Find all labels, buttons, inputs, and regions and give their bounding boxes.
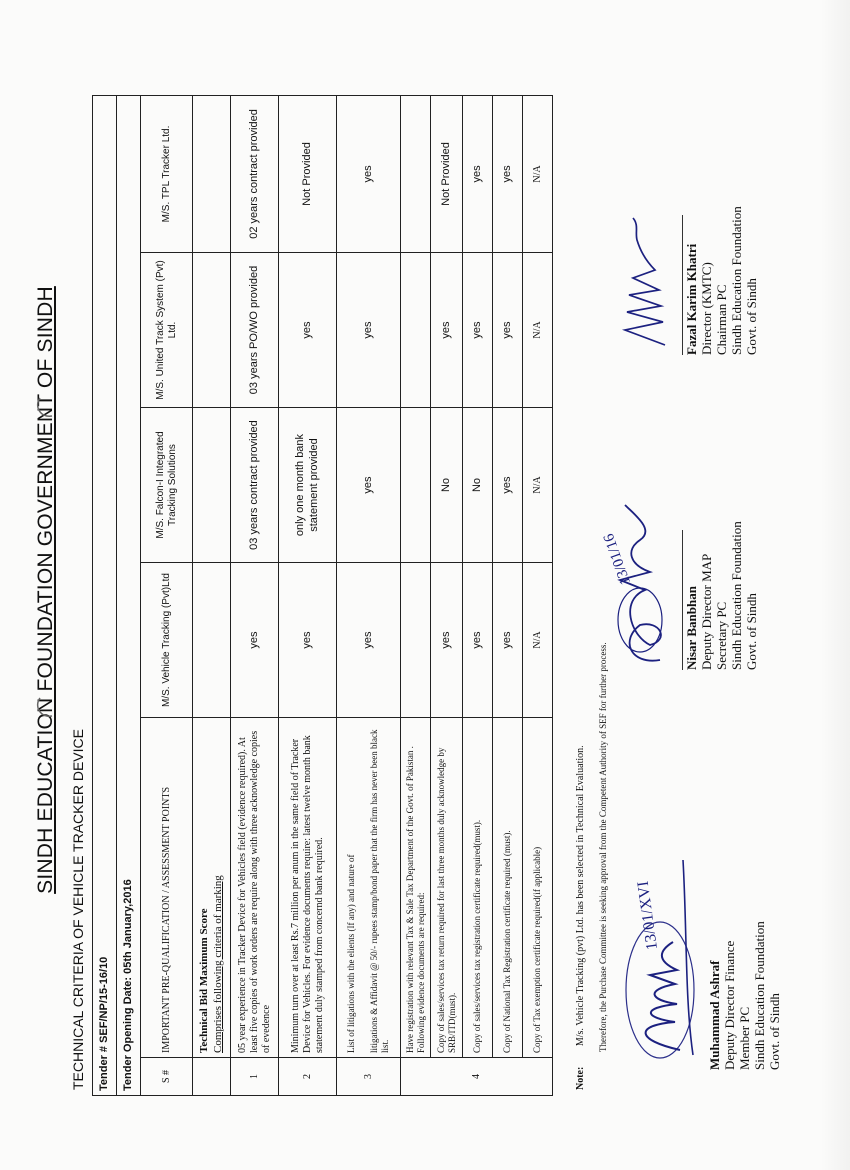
ashraf-signature <box>605 850 705 1070</box>
signature-rule <box>682 530 683 670</box>
punch-hole <box>32 694 58 720</box>
table-row <box>523 95 553 1095</box>
row-value: 02 years contract provided <box>231 95 279 252</box>
row-value: yes <box>279 253 337 408</box>
signatory-line: Deputy Director MAP <box>698 553 714 670</box>
row-value: N/A <box>523 253 553 408</box>
signatory-name: Nisar Banbhan <box>684 586 699 670</box>
row-criteria-part-a: List of litigations with the elients (If any) and nature of <box>346 854 357 1053</box>
row-value: yes <box>279 563 337 718</box>
row-criteria: Copy of sales/services tax registration certificate required(must). <box>463 718 493 1058</box>
row-value: yes <box>493 95 523 252</box>
row-value: N/A <box>523 563 553 718</box>
rotated-document <box>20 30 840 1150</box>
row-value: Not Provided <box>279 95 337 252</box>
row-value: yes <box>337 95 401 252</box>
table-row <box>463 95 493 1095</box>
signature-rule <box>682 215 683 355</box>
nisar-stamp-date: 13/01/16 <box>600 531 635 587</box>
row-criteria: Copy of sales/services tax return required for last three months duly acknowledge by SRB/ITD(must). <box>431 718 463 1058</box>
signatory-line: Chairman PC <box>713 284 729 355</box>
row-criteria: Copy of Tax exemption certificate required(if applicable) <box>523 718 553 1058</box>
fazal-signature <box>615 210 675 350</box>
tender-number-row <box>93 95 117 1095</box>
ashraf-underline <box>683 860 693 1055</box>
signatory-line: Member PC <box>736 1006 752 1070</box>
marking-cell <box>193 718 231 1058</box>
row-value: yes <box>463 253 493 408</box>
row-criteria: 05 year experience in Tracker Device for Vehicles field (evidence required). At least five copies of work orders are require along with three acknowledge copies of evedence <box>231 718 279 1058</box>
note-text: M/s. Vehicle Tracking (pvt) Ltd. has been selected in Technical Evaluation. <box>575 745 586 1047</box>
signatory-line: Govt. of Sindh <box>743 278 759 355</box>
table-row <box>401 95 431 1095</box>
signatory-name: Fazal Karim Khatri <box>684 243 699 355</box>
table-row <box>337 95 401 1095</box>
signatory-line: Sindh Education Foundation <box>751 921 767 1070</box>
col-header-firm-2: M/S. Falcon-I Integrated Tracking Solutions <box>141 408 193 563</box>
row-value: yes <box>493 408 523 563</box>
tender-opening-date: Tender Opening Date: 05th January,2016 <box>117 95 141 1095</box>
signatory-line: Sindh Education Foundation <box>728 521 744 670</box>
row-criteria <box>337 718 401 1058</box>
row-value: yes <box>493 253 523 408</box>
col-header-points: IMPORTANT PRE-QUALIFICATION / ASSESSMENT POINTS <box>141 718 193 1058</box>
row-sr: 2 <box>279 1058 337 1096</box>
tender-number: Tender # SEF/NP/15-16/10 <box>93 95 117 1095</box>
nisar-signature <box>590 480 680 680</box>
row-criteria-part-b: litigations & Affidavit @ 50/- rupees stamp/bond paper that the firm has never been black list. <box>369 729 390 1053</box>
row-value: 03 years contract provided <box>231 408 279 563</box>
row-value: N/A <box>523 408 553 563</box>
marking-row <box>193 95 231 1095</box>
signatory-nisar <box>682 521 760 670</box>
ashraf-scribble <box>646 942 680 1050</box>
table-row <box>279 95 337 1095</box>
note-label: Note: <box>575 1066 586 1090</box>
opening-date-row <box>117 95 141 1095</box>
col-header-sr: S # <box>141 1058 193 1096</box>
signatory-line: Govt. of Sindh <box>743 593 759 670</box>
row-sr: 1 <box>231 1058 279 1096</box>
row-value: No <box>431 408 463 563</box>
marking-subtitle: Comprises following criteria of marking <box>211 875 224 1053</box>
row-value: yes <box>337 563 401 718</box>
row-value: yes <box>493 563 523 718</box>
signatory-line: Director (KMTC) <box>698 262 714 355</box>
column-header-row <box>141 95 193 1095</box>
signatory-line: Secretary PC <box>713 601 729 670</box>
row-sr: 3 <box>337 1058 401 1096</box>
document-subtitle: TECHNICAL CRITERIA OF VEHICLE TRACKER DEVICE <box>70 729 86 1090</box>
approval-request-text: Therefore, the Purchase Committee is seeking approval from the Competent Authority of SEF for further process. <box>598 642 608 1052</box>
table-row <box>493 95 523 1095</box>
row-sr: 4 <box>401 1058 553 1096</box>
ashraf-stamp-date: 13/01/XVI <box>634 880 662 952</box>
row-value: yes <box>463 95 493 252</box>
signatory-name: Muhammad Ashraf <box>707 960 722 1070</box>
signatory-line: Govt. of Sindh <box>766 993 782 1070</box>
signatory-ashraf <box>708 921 783 1070</box>
marking-title: Technical Bid Maximum Score <box>198 908 211 1053</box>
signatory-fazal <box>682 206 760 355</box>
row-value: No <box>463 408 493 563</box>
row-criteria-intro: Have registration with relevant Tax & Sale Tax Department of the Govt. of Pakistan . Following evidence documents are required: <box>401 718 431 1058</box>
punch-hole <box>32 394 58 420</box>
signatory-line: Sindh Education Foundation <box>728 206 744 355</box>
nisar-stamp-circle <box>618 588 662 652</box>
row-value: yes <box>337 408 401 563</box>
row-value: yes <box>337 253 401 408</box>
col-header-firm-1: M/S. Vehicle Tracking (Pvt)Ltd <box>141 563 193 718</box>
fazal-scribble <box>625 218 665 345</box>
table-row <box>431 95 463 1095</box>
criteria-table <box>92 95 553 1096</box>
row-value: yes <box>431 563 463 718</box>
row-value: 03 years PO/WO provided <box>231 253 279 408</box>
row-value: Not Provided <box>431 95 463 252</box>
row-value: yes <box>463 563 493 718</box>
row-criteria: Minimum turn over at least Rs.7 million per anum in the same field of Tracker Device for Vehicles. For evidence documents require: latest twelve month bank statement duly stamped from concernd bank required. <box>279 718 337 1058</box>
row-value: yes <box>431 253 463 408</box>
page-title: SINDH EDUCATION FOUNDATION GOVERNMENT OF SINDH <box>34 286 57 894</box>
signatory-line: Deputy Director Finance <box>721 940 737 1070</box>
row-value: yes <box>231 563 279 718</box>
note <box>575 745 586 1090</box>
table-row <box>231 95 279 1095</box>
row-value: N/A <box>523 95 553 252</box>
col-header-firm-4: M/S. TPL Tracker Ltd. <box>141 95 193 252</box>
row-criteria: Copy of National Tax Registration certificate required (must). <box>493 718 523 1058</box>
row-value: only one month bank statement provided <box>279 408 337 563</box>
col-header-firm-3: M/S. United Track System (Pvt) Ltd. <box>141 253 193 408</box>
